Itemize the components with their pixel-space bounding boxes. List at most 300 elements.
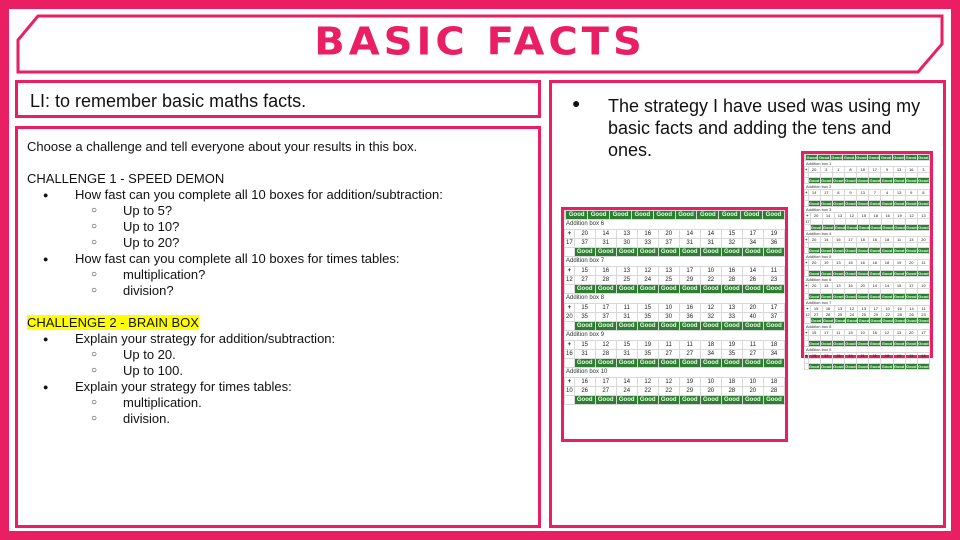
good-cell: Good (869, 201, 881, 206)
good-cell: Good (808, 294, 820, 299)
good-cell: Good (763, 396, 784, 405)
good-cell: Good (845, 178, 856, 183)
good-cell: Good (882, 225, 893, 230)
good-cell: Good (857, 248, 868, 253)
good-cell: Good (821, 341, 832, 346)
table-cell: 18 (869, 260, 881, 266)
good-row (565, 396, 785, 405)
good-cell: Good (822, 225, 834, 230)
table-cell: 20 (810, 213, 822, 219)
challenge2-item: ● Explain your strategy for addition/subtraction: (27, 331, 529, 347)
table-cell: 24 (616, 387, 637, 396)
good-row (805, 271, 930, 277)
good-cell: Good (742, 359, 763, 368)
good-cell: Good (881, 341, 893, 346)
good-cell: Good (721, 248, 742, 257)
table-cell: 18 (917, 353, 929, 359)
good-cell: Good (845, 364, 856, 369)
plus-icon: + (565, 230, 575, 239)
table-cell: 17 (870, 306, 882, 312)
table-cell: 31 (679, 239, 700, 248)
good-cell: Good (918, 294, 929, 299)
table-cell: 13 (616, 267, 637, 276)
table-cell: 15 (574, 304, 595, 313)
good-cell: Good (574, 359, 595, 368)
good-cell: Good (869, 364, 881, 369)
table-cell: 17 (844, 237, 856, 243)
good-cell: Good (679, 248, 700, 257)
table-cell: 13 (893, 167, 905, 173)
table-cell: 13 (832, 283, 844, 289)
table-cell: 16 (574, 378, 595, 387)
table-cell: 18 (763, 341, 784, 350)
table-row (565, 276, 785, 285)
good-cell: Good (742, 322, 763, 331)
good-cell: Good (834, 318, 846, 323)
addition-table (564, 340, 785, 368)
good-cell: Good (918, 225, 929, 230)
table-cell: 13 (616, 230, 637, 239)
plus-icon: + (806, 213, 809, 218)
table-cell: 3 (820, 167, 832, 173)
table-cell: 15 (844, 330, 856, 336)
table-cell: 31 (700, 239, 721, 248)
good-cell: Good (881, 271, 893, 276)
table-cell: 12 (700, 304, 721, 313)
challenge1-subitem: ○ Up to 5? (27, 203, 529, 219)
table-row (565, 378, 785, 387)
good-cell: Good (893, 248, 905, 253)
table-cell (565, 359, 575, 368)
good-cell: Good (869, 178, 881, 183)
addition-table (804, 166, 930, 184)
table-cell: 17 (595, 304, 616, 313)
good-cell: Good (808, 341, 820, 346)
good-cell: Good (697, 211, 719, 220)
good-cell: Good (719, 211, 741, 220)
good-cell: Good (846, 318, 858, 323)
plus-icon: + (565, 341, 575, 350)
table-cell (565, 396, 575, 405)
plus-icon: + (805, 190, 808, 195)
table-cell (565, 248, 575, 257)
good-cell: Good (868, 155, 879, 160)
good-cell: Good (906, 271, 917, 276)
table-cell: 14 (616, 378, 637, 387)
table-cell: 14 (820, 283, 832, 289)
table-cell: 15 (832, 353, 844, 359)
good-cell: Good (721, 359, 742, 368)
table-cell: 10 (882, 306, 894, 312)
good-cell: Good (631, 211, 653, 220)
table-cell: 35 (574, 313, 595, 322)
challenge1-subitem: ○ Up to 10? (27, 219, 529, 235)
good-cell: Good (595, 396, 616, 405)
table-cell: 23 (763, 276, 784, 285)
good-cell: Good (595, 248, 616, 257)
addition-table (804, 329, 930, 347)
table-cell: 25 (858, 312, 870, 318)
learning-intention-text: LI: to remember basic maths facts. (30, 91, 307, 111)
table-cell: 11 (658, 341, 679, 350)
table-cell: 12 (906, 213, 918, 219)
good-cell: Good (845, 341, 856, 346)
table-cell: 22 (882, 312, 894, 318)
table-cell: 25 (616, 276, 637, 285)
table-cell: 16 (566, 351, 573, 357)
good-cell: Good (881, 178, 893, 183)
good-cell: Good (906, 294, 917, 299)
good-cell: Good (869, 271, 881, 276)
table-cell: 24 (846, 312, 858, 318)
table-cell: 11 (905, 353, 917, 359)
good-cell: Good (918, 341, 929, 346)
table-cell: 12 (881, 330, 893, 336)
table-cell: 17 (595, 378, 616, 387)
table-cell: 25 (658, 276, 679, 285)
table-cell: 11 (742, 341, 763, 350)
table-cell: 17 (742, 230, 763, 239)
table-cell: 15 (616, 341, 637, 350)
table-cell: 27 (595, 387, 616, 396)
table-cell: 25 (834, 312, 846, 318)
table-cell: 20 (808, 167, 820, 173)
table-cell: 19 (721, 341, 742, 350)
table-cell: 12 (846, 306, 858, 312)
challenge2-item: ● Explain your strategy for times tables: (27, 379, 529, 395)
good-cell: Good (763, 359, 784, 368)
big-screenshot-image (561, 207, 788, 442)
table-cell: 12 (637, 378, 658, 387)
good-cell: Good (880, 155, 892, 160)
table-cell: 27 (574, 276, 595, 285)
good-cell: Good (806, 155, 817, 160)
good-cell: Good (918, 178, 929, 183)
table-row (565, 313, 785, 322)
addition-table (804, 305, 930, 324)
table-cell: 31 (595, 239, 616, 248)
good-cell: Good (821, 248, 832, 253)
good-cell: Good (595, 322, 616, 331)
table-cell: 13 (857, 190, 869, 196)
addition-table (804, 236, 930, 254)
table-cell: 12 (595, 341, 616, 350)
challenge2-subitem: ○ multiplication. (27, 395, 529, 411)
good-cell: Good (763, 248, 784, 257)
addition-box-label: Addition box 5 (806, 254, 832, 259)
good-cell: Good (808, 271, 820, 276)
good-cell: Good (742, 396, 763, 405)
good-cell: Good (906, 364, 917, 369)
good-cell: Good (906, 341, 917, 346)
table-cell: 11 (832, 330, 844, 336)
table-cell: 16 (869, 237, 881, 243)
table-cell: 27 (658, 350, 679, 359)
table-cell: 10 (857, 330, 869, 336)
table-cell: 31 (616, 313, 637, 322)
addition-box-label: Addition box 9 (566, 332, 605, 338)
plus-icon: + (805, 330, 808, 335)
good-cell: Good (831, 155, 842, 160)
table-cell: 8 (832, 190, 844, 196)
good-cell: Good (588, 211, 610, 220)
table-cell: 28 (763, 387, 784, 396)
table-cell: 28 (721, 276, 742, 285)
table-cell: 12 (805, 312, 810, 317)
addition-box-label: Addition box 9 (806, 347, 832, 352)
table-cell: 20 (808, 283, 820, 289)
good-cell: Good (821, 201, 832, 206)
good-cell: Good (742, 285, 763, 294)
table-cell: 35 (637, 313, 658, 322)
good-cell: Good (679, 322, 700, 331)
table-cell: 16 (679, 304, 700, 313)
table-cell: 15 (721, 230, 742, 239)
table-cell: 32 (721, 239, 742, 248)
table-cell: 8 (844, 167, 856, 173)
good-cell: Good (574, 285, 595, 294)
page-title: BASIC FACTS (314, 20, 646, 64)
table-cell: 11 (917, 306, 929, 312)
plus-icon: + (805, 283, 808, 288)
good-cell: Good (653, 211, 675, 220)
table-row (565, 387, 785, 396)
good-cell: Good (763, 322, 784, 331)
good-cell: Good (658, 285, 679, 294)
good-cell: Good (616, 248, 637, 257)
plus-icon: + (805, 353, 808, 358)
addition-table (804, 282, 930, 300)
plus-icon: + (805, 167, 808, 172)
good-row (805, 225, 930, 231)
table-cell: 17 (679, 267, 700, 276)
good-cell: Good (918, 155, 929, 160)
table-cell: 16 (905, 167, 917, 173)
good-cell: Good (818, 155, 830, 160)
challenge1-subitem: ○ division? (27, 283, 529, 299)
addition-box-label: Addition box 10 (566, 369, 608, 375)
table-cell: 20 (905, 260, 917, 266)
challenge-intro: Choose a challenge and tell everyone about your results in this box. (27, 139, 418, 154)
good-cell: Good (810, 225, 822, 230)
table-cell: 16 (721, 267, 742, 276)
plus-icon: + (806, 306, 809, 311)
good-cell: Good (679, 396, 700, 405)
good-cell: Good (610, 211, 632, 220)
good-cell: Good (918, 271, 929, 276)
addition-box-label: Addition box 4 (806, 231, 832, 236)
table-cell: 17 (805, 219, 810, 224)
table-cell: 18 (700, 341, 721, 350)
good-cell: Good (637, 285, 658, 294)
table-cell: 18 (763, 378, 784, 387)
good-row (805, 201, 930, 207)
good-cell: Good (894, 225, 905, 230)
good-cell: Good (700, 285, 721, 294)
good-cell: Good (893, 364, 905, 369)
table-cell: 35 (637, 350, 658, 359)
good-cell: Good (882, 318, 893, 323)
good-cell: Good (741, 211, 763, 220)
table-cell: 11 (857, 353, 869, 359)
good-row (565, 248, 785, 257)
addition-table (564, 303, 785, 331)
table-cell: 7 (869, 190, 881, 196)
good-cell: Good (808, 201, 820, 206)
table-cell: 37 (763, 313, 784, 322)
table-cell: 13 (834, 306, 846, 312)
table-cell: 13 (832, 260, 844, 266)
table-cell: 31 (574, 350, 595, 359)
good-cell: Good (869, 341, 881, 346)
challenge-box[interactable] (15, 126, 541, 528)
table-cell: 19 (844, 353, 856, 359)
good-cell: Good (843, 155, 855, 160)
good-cell: Good (857, 364, 868, 369)
table-cell: 12 (658, 378, 679, 387)
good-cell: Good (679, 359, 700, 368)
table-cell: 13 (893, 190, 905, 196)
table-cell: 19 (893, 353, 905, 359)
table-cell: 10 (566, 388, 573, 394)
plus-icon: + (805, 237, 808, 242)
table-cell: 13 (721, 304, 742, 313)
table-cell: 20 (574, 230, 595, 239)
good-cell: Good (893, 201, 905, 206)
good-cell: Good (833, 201, 844, 206)
good-row (805, 364, 930, 370)
good-cell: Good (856, 155, 867, 160)
table-cell: 15 (844, 260, 856, 266)
addition-table (804, 259, 930, 277)
good-cell: Good (679, 285, 700, 294)
table-cell: 40 (742, 313, 763, 322)
table-row (565, 230, 785, 239)
table-cell: 14 (881, 283, 893, 289)
good-cell: Good (906, 318, 917, 323)
table-cell: 14 (595, 230, 616, 239)
table-cell: 18 (881, 353, 893, 359)
table-cell: 26 (906, 312, 918, 318)
table-cell: 9 (881, 167, 893, 173)
table-cell: 13 (893, 330, 905, 336)
table-cell: 11 (917, 260, 929, 266)
table-cell: 19 (893, 260, 905, 266)
challenge2-subitem: ○ Up to 100. (27, 363, 529, 379)
table-cell: 11 (763, 267, 784, 276)
good-row (565, 285, 785, 294)
good-cell: Good (658, 359, 679, 368)
table-cell: 35 (721, 350, 742, 359)
addition-box-label: Addition box 7 (566, 258, 605, 264)
plus-icon: + (805, 260, 808, 265)
table-cell: 9 (844, 190, 856, 196)
table-cell: 37 (595, 313, 616, 322)
table-cell: 22 (658, 387, 679, 396)
good-cell: Good (894, 318, 905, 323)
good-cell: Good (893, 178, 905, 183)
table-cell: 14 (906, 306, 918, 312)
good-cell: Good (821, 271, 832, 276)
good-cell: Good (637, 322, 658, 331)
good-cell: Good (857, 294, 868, 299)
table-cell: 20 (808, 237, 820, 243)
table-cell (565, 322, 575, 331)
good-cell: Good (833, 364, 844, 369)
plus-icon: + (565, 267, 575, 276)
good-cell: Good (893, 341, 905, 346)
table-cell: 34 (763, 350, 784, 359)
good-cell: Good (763, 285, 784, 294)
table-cell: 11 (869, 353, 881, 359)
good-cell: Good (742, 248, 763, 257)
table-cell: 14 (700, 230, 721, 239)
table-cell: 27 (679, 350, 700, 359)
table-cell: 17 (869, 167, 881, 173)
table-cell: 16 (844, 283, 856, 289)
good-cell: Good (574, 248, 595, 257)
challenge1-heading: CHALLENGE 1 - SPEED DEMON (27, 171, 225, 186)
table-cell: 27 (742, 350, 763, 359)
good-cell: Good (857, 271, 868, 276)
table-cell: 1 (832, 167, 844, 173)
good-cell: Good (846, 225, 858, 230)
good-cell: Good (637, 248, 658, 257)
table-cell: 19 (763, 230, 784, 239)
table-cell: 29 (679, 387, 700, 396)
good-cell: Good (822, 318, 834, 323)
good-cell: Good (918, 248, 929, 253)
good-cell: Good (721, 285, 742, 294)
table-cell: 11 (679, 341, 700, 350)
good-cell: Good (869, 248, 881, 253)
good-cell: Good (845, 201, 856, 206)
good-cell: Good (763, 211, 785, 220)
table-cell: 31 (616, 350, 637, 359)
table-cell: 20 (658, 230, 679, 239)
table-row (565, 267, 785, 276)
table-cell: 19 (820, 260, 832, 266)
table-row (565, 341, 785, 350)
good-cell: Good (881, 201, 893, 206)
table-cell: 20 (857, 283, 869, 289)
table-cell: 17 (820, 190, 832, 196)
good-cell: Good (833, 271, 844, 276)
table-cell: 3 (917, 167, 929, 173)
table-cell: 15 (893, 283, 905, 289)
good-cell: Good (918, 201, 929, 206)
good-cell: Good (881, 248, 893, 253)
good-cell: Good (595, 359, 616, 368)
good-cell: Good (881, 294, 893, 299)
addition-box-label: Addition box 8 (806, 324, 832, 329)
table-cell: 10 (658, 304, 679, 313)
good-cell: Good (833, 178, 844, 183)
table-cell: 18 (857, 167, 869, 173)
good-cell: Good (857, 178, 868, 183)
table-cell: 9 (905, 190, 917, 196)
addition-table (564, 229, 785, 257)
good-cell: Good (574, 396, 595, 405)
table-cell: 19 (637, 341, 658, 350)
table-cell: 18 (870, 213, 882, 219)
table-cell: 28 (822, 312, 834, 318)
table-cell: 12 (637, 267, 658, 276)
plus-icon: + (565, 304, 575, 313)
table-cell: 23 (917, 312, 929, 318)
table-cell: 18 (881, 260, 893, 266)
table-cell: 14 (822, 213, 834, 219)
